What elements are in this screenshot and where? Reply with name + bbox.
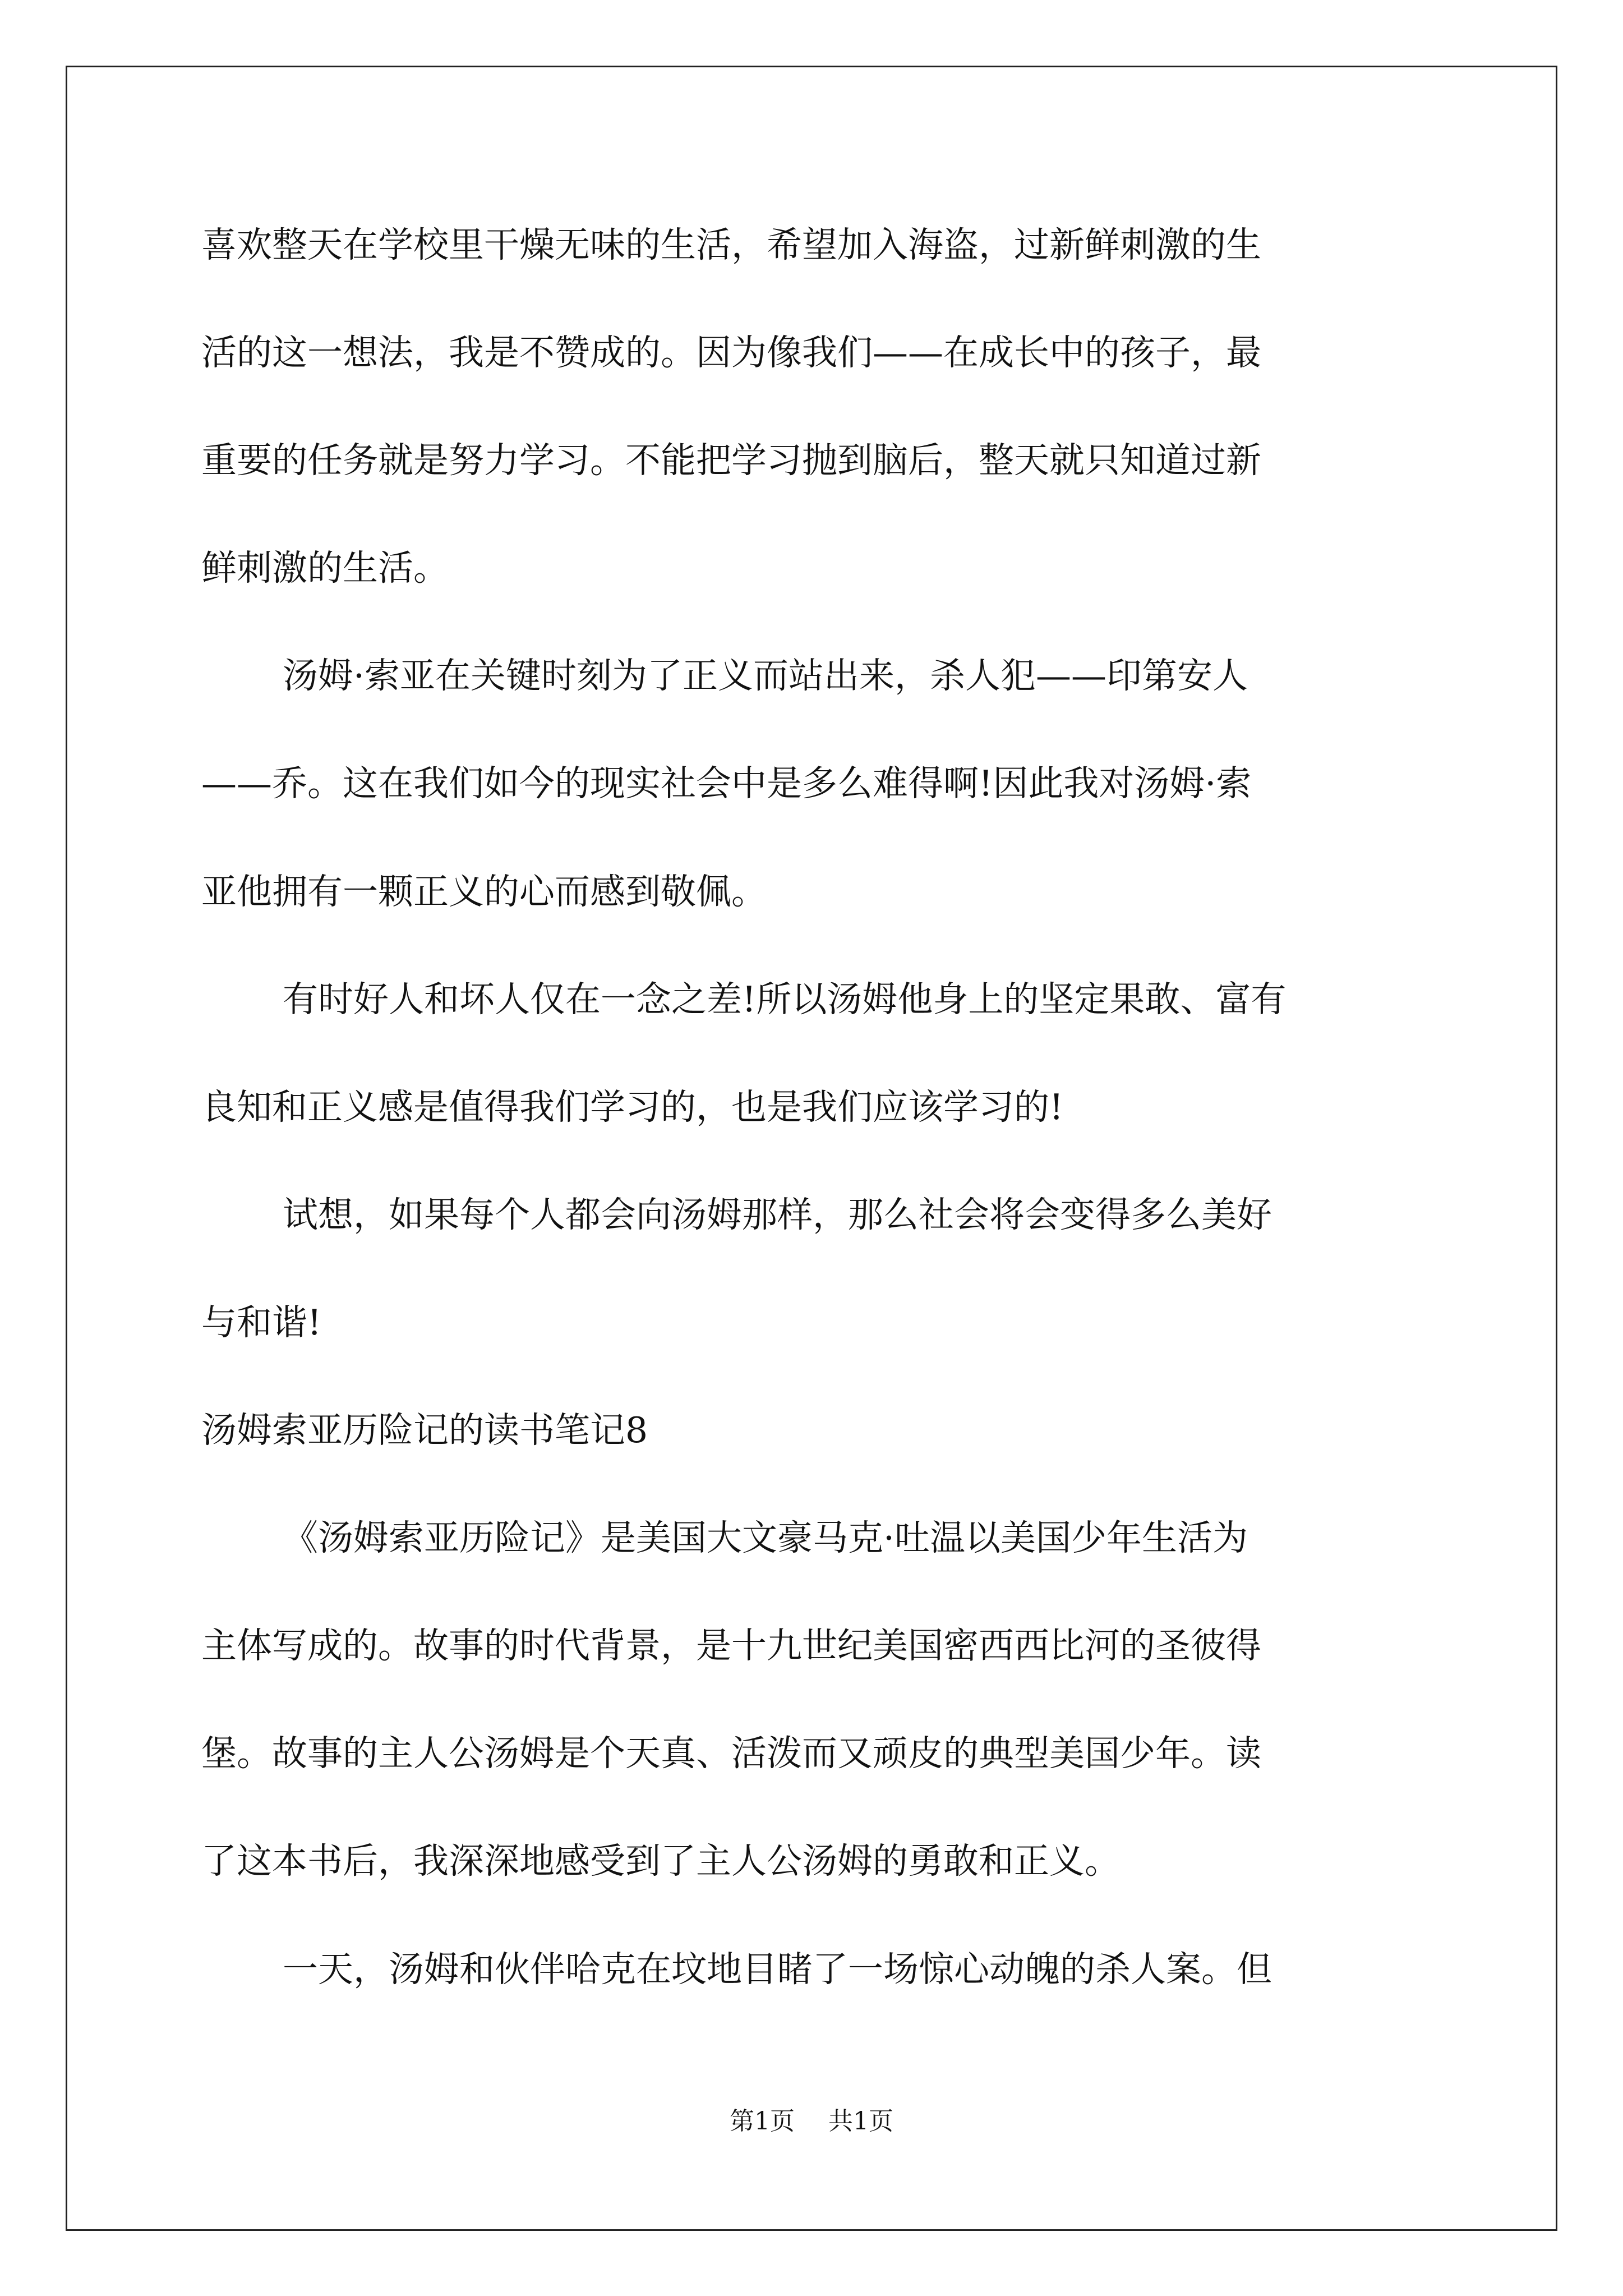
paragraph-start-line: 试想，如果每个人都会向汤姆那样，那么社会将会变得多么美好 <box>283 1194 1272 1235</box>
text-line: ——乔。这在我们如今的现实社会中是多么难得啊!因此我对汤姆·索 <box>201 763 1252 804</box>
document-body <box>201 207 1424 2039</box>
page-total: 共1页 <box>828 2107 893 2136</box>
text-line: 与和谐! <box>201 1301 322 1343</box>
paragraph-start-line: 有时好人和坏人仅在一念之差!所以汤姆他身上的坚定果敢、富有 <box>283 978 1287 1020</box>
text-line: 喜欢整天在学校里干燥无味的生活，希望加入海盗，过新鲜刺激的生 <box>201 224 1261 265</box>
text-line: 了这本书后，我深深地感受到了主人公汤姆的勇敢和正义。 <box>201 1841 1120 1882</box>
section-title: 汤姆索亚历险记的读书笔记8 <box>201 1410 648 1451</box>
text-line: 鲜刺激的生活。 <box>201 547 449 589</box>
text-line: 亚他拥有一颗正义的心而感到敬佩。 <box>201 871 767 912</box>
page-footer <box>0 2105 1623 2138</box>
page-number: 第1页 <box>730 2107 795 2136</box>
paragraph-start-line: 一天，汤姆和伙伴哈克在坟地目睹了一场惊心动魄的杀人案。但 <box>283 1948 1272 1990</box>
text-line: 良知和正义感是值得我们学习的，也是我们应该学习的! <box>201 1086 1064 1128</box>
text-line: 堡。故事的主人公汤姆是个天真、活泼而又顽皮的典型美国少年。读 <box>201 1733 1261 1774</box>
text-line: 重要的任务就是努力学习。不能把学习抛到脑后，整天就只知道过新 <box>201 440 1261 481</box>
text-line: 活的这一想法，我是不赞成的。因为像我们——在成长中的孩子，最 <box>201 332 1261 374</box>
paragraph-start-line: 汤姆·索亚在关键时刻为了正义而站出来，杀人犯——印第安人 <box>283 655 1248 697</box>
text-line: 主体写成的。故事的时代背景，是十九世纪美国密西西比河的圣彼得 <box>201 1625 1261 1667</box>
paragraph-start-line: 《汤姆索亚历险记》是美国大文豪马克·吐温以美国少年生活为 <box>283 1517 1248 1559</box>
